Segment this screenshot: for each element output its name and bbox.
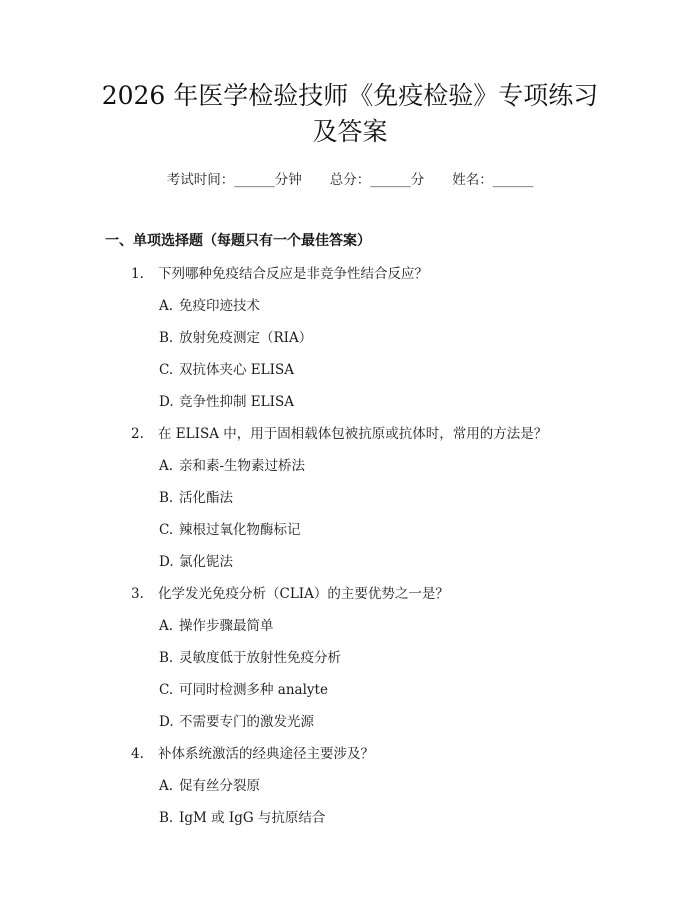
option-letter: A. — [159, 458, 174, 474]
option-text: 竞争性抑制 ELISA — [179, 394, 294, 410]
option-letter: D. — [159, 554, 174, 570]
option-text: 免疫印迹技术 — [179, 298, 260, 314]
question-4 — [131, 742, 374, 762]
option-4a — [159, 774, 260, 794]
option-letter: D. — [159, 394, 174, 410]
option-letter: B. — [159, 490, 174, 506]
option-letter: A. — [159, 298, 174, 314]
option-text: 灵敏度低于放射性免疫分析 — [179, 650, 341, 666]
option-4b — [159, 806, 325, 826]
option-3b — [159, 646, 341, 666]
exam-time: 考试时间：______分钟 — [166, 172, 302, 188]
option-text: 不需要专门的激发光源 — [179, 714, 314, 730]
exam-score: 总分：______分 — [329, 172, 425, 188]
question-text: 在 ELISA 中，用于固相载体包被抗原或抗体时，常用的方法是？ — [158, 426, 548, 442]
option-letter: B. — [159, 330, 174, 346]
option-3c — [159, 678, 328, 698]
exam-meta — [0, 168, 700, 188]
question-number: 1. — [131, 266, 144, 282]
question-3 — [131, 582, 449, 602]
option-text: 辣根过氧化物酶标记 — [179, 522, 301, 538]
question-text: 化学发光免疫分析（CLIA）的主要优势之一是？ — [158, 586, 449, 602]
question-number: 3. — [131, 586, 144, 602]
option-2c — [159, 518, 301, 538]
question-1 — [131, 262, 428, 282]
option-1a — [159, 294, 260, 314]
option-letter: C. — [159, 522, 174, 538]
option-2a — [159, 454, 305, 474]
option-letter: A. — [159, 778, 174, 794]
section-heading: 一、单项选择题（每题只有一个最佳答案） — [105, 233, 371, 249]
option-text: 操作步骤最简单 — [179, 618, 274, 634]
option-2b — [159, 486, 233, 506]
title-line-1: 2026 年医学检验技师《免疫检验》专项练习 — [101, 81, 599, 110]
option-text: 亲和素-生物素过桥法 — [179, 458, 306, 474]
option-letter: C. — [159, 682, 174, 698]
option-2d — [159, 550, 233, 570]
option-3a — [159, 614, 274, 634]
question-text: 补体系统激活的经典途径主要涉及？ — [158, 746, 374, 762]
option-letter: C. — [159, 362, 174, 378]
question-number: 2. — [131, 426, 144, 442]
option-text: 促有丝分裂原 — [179, 778, 260, 794]
question-number: 4. — [131, 746, 144, 762]
question-2 — [131, 422, 547, 442]
option-text: 氯化铌法 — [179, 554, 233, 570]
option-1b — [159, 326, 312, 346]
document-title — [0, 78, 700, 150]
option-1d — [159, 390, 294, 410]
option-letter: B. — [159, 650, 174, 666]
option-text: 双抗体夹心 ELISA — [179, 362, 294, 378]
option-1c — [159, 358, 294, 378]
option-letter: A. — [159, 618, 174, 634]
exam-name: 姓名：______ — [452, 172, 534, 188]
option-text: IgM 或 IgG 与抗原结合 — [179, 810, 326, 826]
option-letter: B. — [159, 810, 174, 826]
option-3d — [159, 710, 314, 730]
option-text: 放射免疫测定（RIA） — [179, 330, 313, 346]
option-text: 活化酯法 — [179, 490, 233, 506]
option-text: 可同时检测多种 analyte — [179, 682, 328, 698]
question-text: 下列哪种免疫结合反应是非竞争性结合反应？ — [158, 266, 428, 282]
option-letter: D. — [159, 714, 174, 730]
title-line-2: 及答案 — [312, 117, 388, 146]
